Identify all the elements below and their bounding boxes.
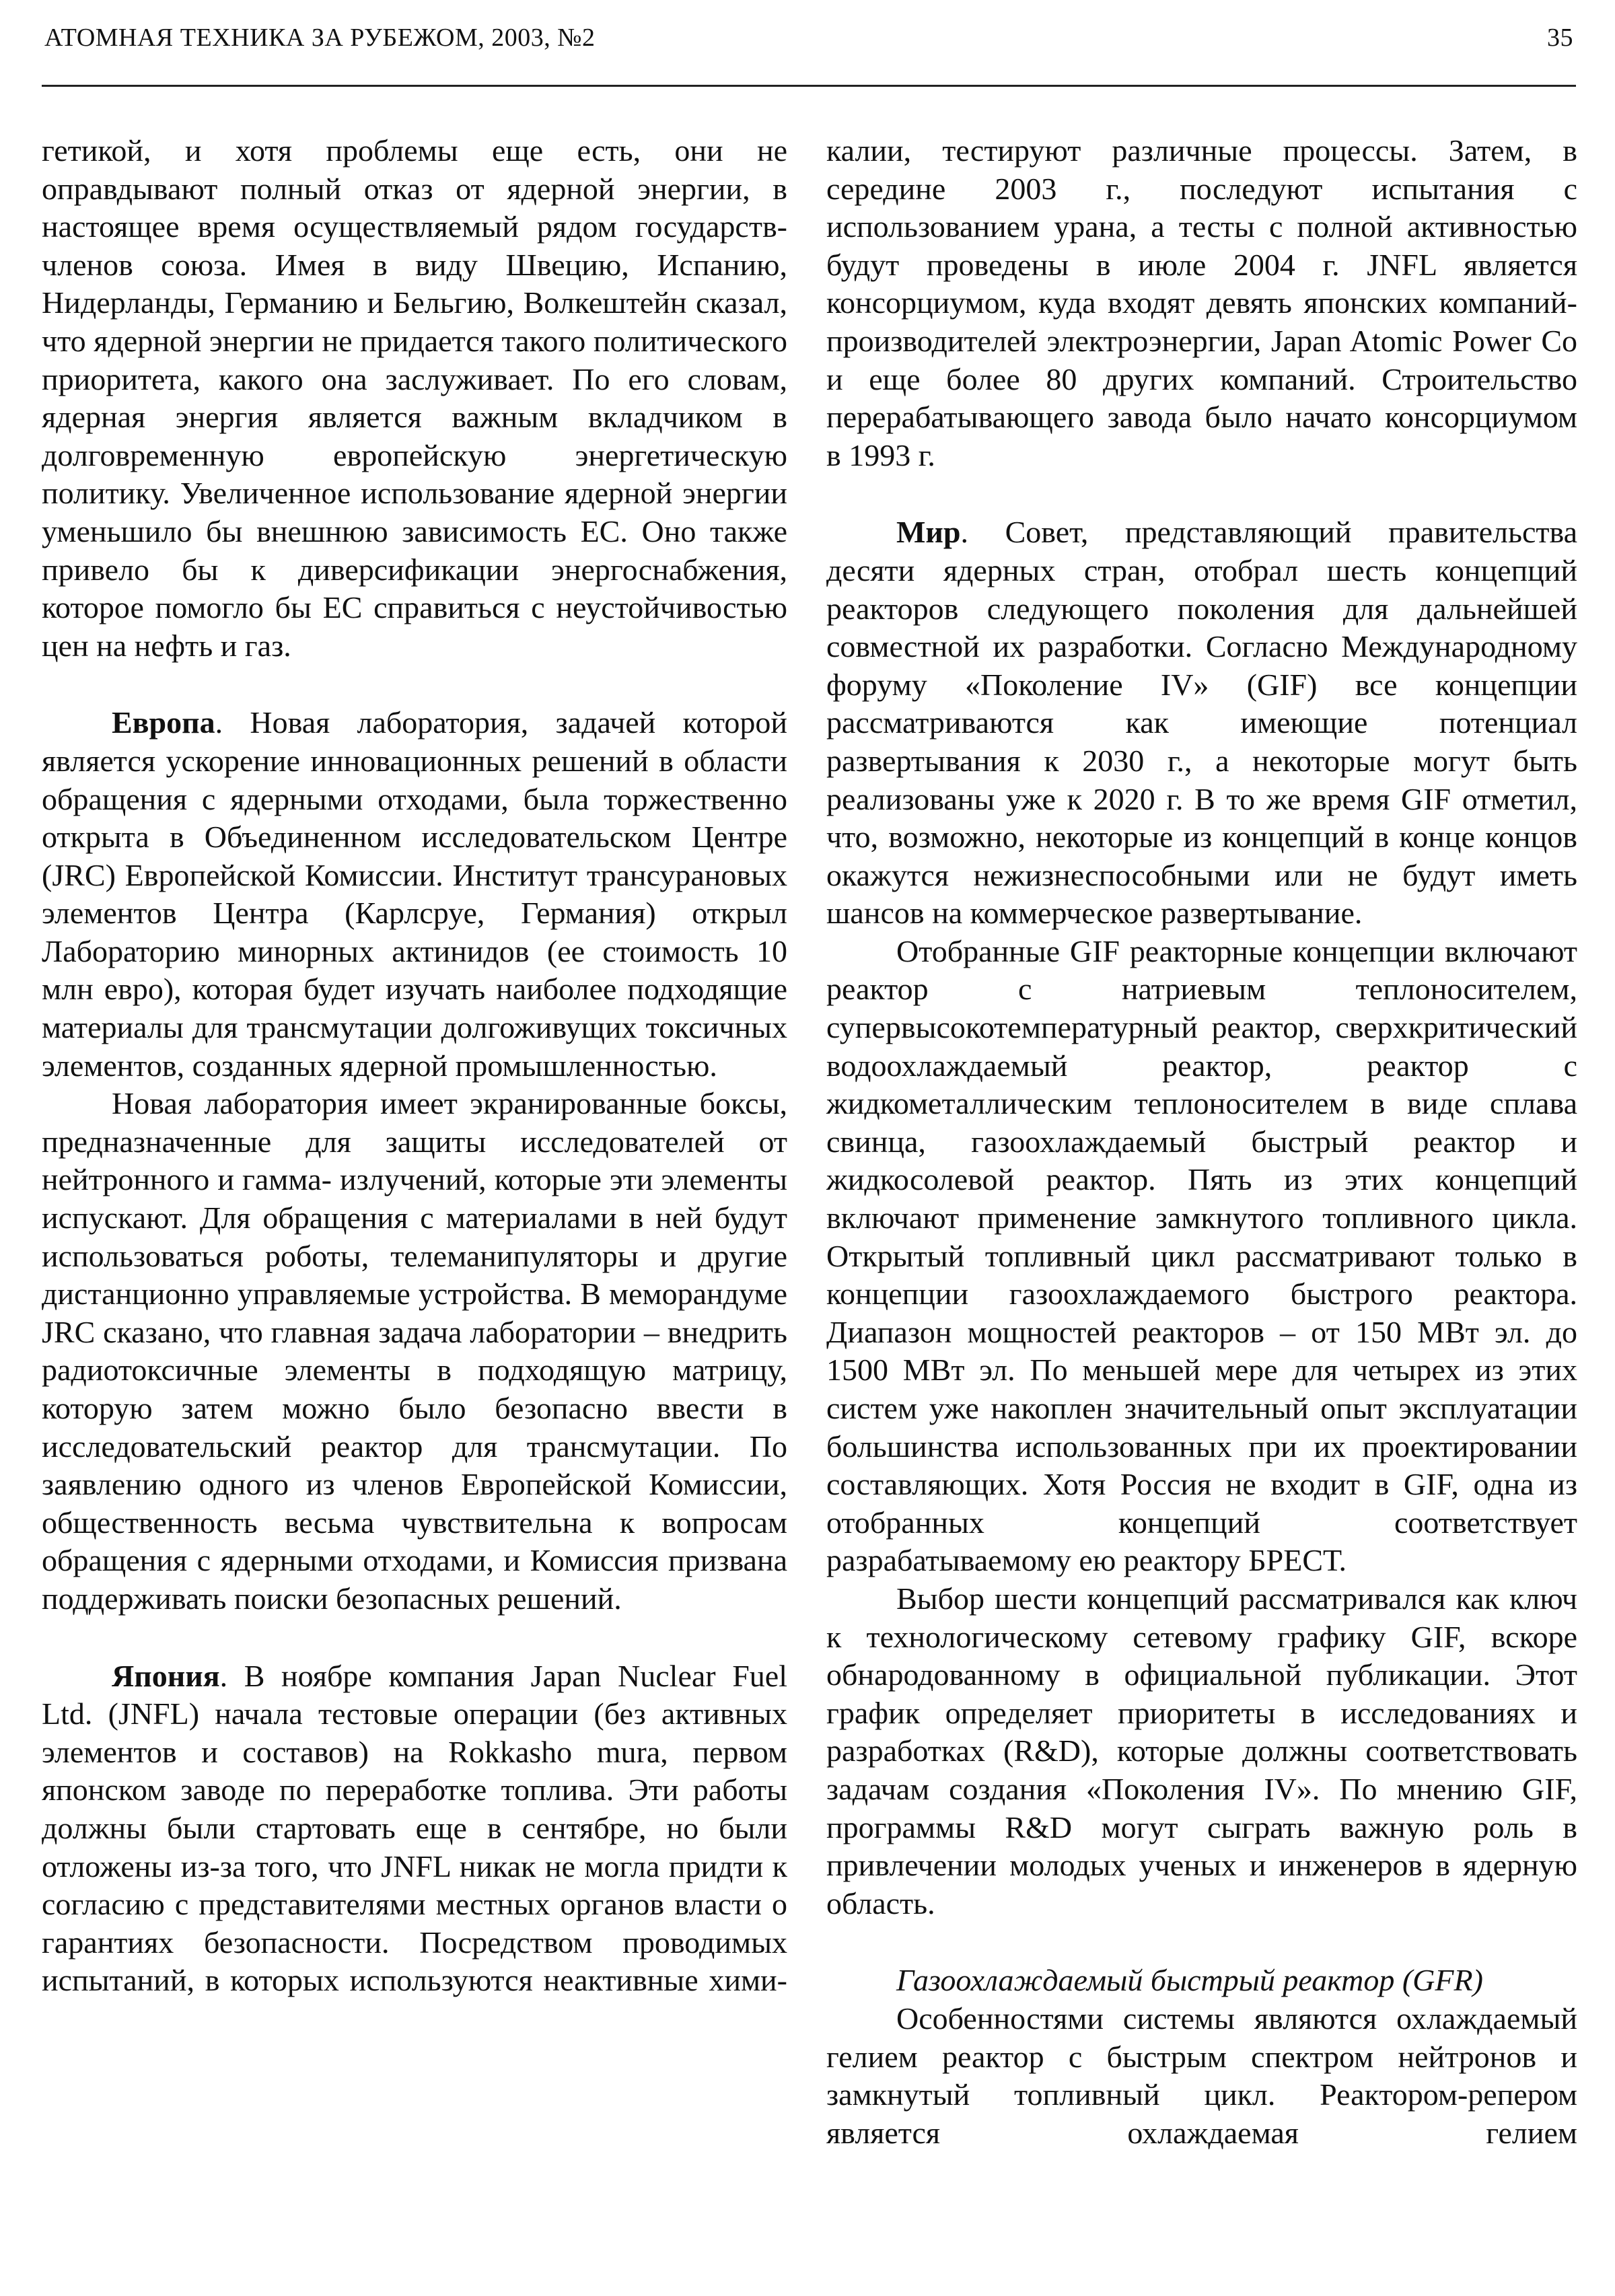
paragraph: гетикой, и хотя проблемы еще есть, они не оправдывают полный отказ от ядерной энергии, в настоящее время осуществляемый рядом государств-членов союза. Имея в виду Швецию, Испанию, Нидерланды, Германию и Бельгию, Волкештейн сказал, что ядерной энергии не придается такого политического приоритета, какого она заслуживает. По его словам, ядерная энергия является важным вкладчиком в долговременную европейскую энергетическую политику. Увеличенное использование ядерной энергии уменьшило бы внешнюю зависимость ЕС. Оно также привело бы к диверсификации энергоснабжения, которое помогло бы ЕС справиться с неустойчивостью цен на нефть и газ. xyxy=(42,133,787,663)
section-japan xyxy=(42,1657,787,2000)
section-europe xyxy=(42,704,787,1085)
paragraph-text: . Совет, представляющий правительства десяти ядерных стран, отобрал шесть концепций реакторов следующего поколения для дальнейшей совместной их разработки. Согласно Международному форуму «Поколение IV» (GIF) все концепции рассматриваются как имеющие потенциал развертывания к 2030 г., а некоторые могут быть реализованы уже к 2020 г. В то же время GIF отметил, что, возможно, некоторые из концепций в конце концов окажутся нежизнеспособными или не будут иметь шансов на коммерческое развертывание. xyxy=(826,515,1577,931)
left-column xyxy=(42,132,787,2000)
paragraph-text: . В ноябре компания Japan Nuclear Fuel Ltd. (JNFL) начала тестовые операции (без активных элементов и составов) на Rokkasho mura, первом японском заводе по переработке топлива. Эти работы должны были стартовать еще в сентябре, но были отложены из-за того, что JNFL никак не могла придти к согласию с представителями местных органов власти о гарантиях безопасности. Посредством проводимых испытаний, в которых используются неактивные хими- xyxy=(42,1658,787,1998)
section-lead: Япония xyxy=(112,1658,220,1693)
paragraph: Новая лаборатория имеет экранированные боксы, предназначенные для защиты исследователей от нейтронного и гамма- излучений, которые эти элементы испускают. Для обращения с материалами в ней будут использоваться роботы, телеманипуляторы и другие дистанционно управляемые устройства. В меморандуме JRC сказано, что главная задача лаборатории – внедрить радиотоксичные элементы в подходящую матрицу, которую затем можно было безопасно ввести в исследовательский реактор для трансмутации. По заявлению одного из членов Европейской Комиссии, общественность весьма чувствительна к вопросам обращения с ядерными отходами, и Комиссия призвана поддерживать поиски безопасных решений. xyxy=(42,1086,787,1616)
paragraph: Особенностями системы являются охлаждаемый гелием реактор с быстрым спектром нейтронов и замкнутый топливный цикл. Реактором-репером является охлаждаемая гелием xyxy=(826,2001,1577,2150)
section-lead: Мир xyxy=(896,515,961,550)
journal-header: АТОМНАЯ ТЕХНИКА ЗА РУБЕЖОМ, 2003, №2 xyxy=(44,24,596,52)
page-number: 35 xyxy=(1547,24,1573,52)
paragraph-text: . Новая лаборатория, задачей которой является ускорение инновационных решений в области обращения с ядерными отходами, была торжественно открыта в Объединенном исследовательском Центре (JRC) Европейской Комиссии. Институт трансурановых элементов Центра (Карлсруе, Германия) открыл Лабораторию минорных актинидов (ее стоимость 10 млн евро), которая будет изучать наиболее подходящие материалы для трансмутации долгоживущих токсичных элементов, созданных ядерной промышленностью. xyxy=(42,705,787,1083)
right-column xyxy=(826,132,1577,2152)
section-world xyxy=(826,513,1577,933)
paragraph: калии, тестируют различные процессы. Затем, в середине 2003 г., последуют испытания с использованием урана, а тесты с полной активностью будут проведены в июле 2004 г. JNFL является консорциумом, куда входят девять японских компаний-производителей электроэнергии, Japan Atomic Power Co и еще более 80 других компаний. Строительство перерабатывающего завода было начато консорциумом в 1993 г. xyxy=(826,133,1577,472)
header-rule xyxy=(42,85,1576,87)
paragraph: Выбор шести концепций рассматривался как ключ к технологическому сетевому графику GIF, вскоре обнародованному в официальной публикации. Этот график определяет приоритеты в исследованиях и разработках (R&D), которые должны соответствовать задачам создания «Поколения IV». По мнению GIF, программы R&D могут сыграть важную роль в привлечении молодых ученых и инженеров в ядерную область. xyxy=(826,1581,1577,1921)
paragraph: Отобранные GIF реакторные концепции включают реактор с натриевым теплоносителем, супервысокотемпературный реактор, сверхкритический водоохлаждаемый реактор, реактор с жидкометаллическим теплоносителем в виде сплава свинца, газоохлаждаемый быстрый реактор и жидкосолевой реактор. Пять из этих концепций включают применение замкнутого топливного цикла. Открытый топливный цикл рассматривают только в концепции газоохлаждаемого быстрого реактора. Диапазон мощностей реакторов – от 150 МВт эл. до 1500 МВт эл. По меньшей мере для четырех из этих систем уже накоплен значительный опыт эксплуатации большинства использованных при их проектировании составляющих. Хотя Россия не входит в GIF, одна из отобранных концепций соответствует разрабатываемому ею реактору БРЕСТ. xyxy=(826,933,1577,1578)
section-lead: Европа xyxy=(112,705,215,740)
subsection-heading: Газоохлаждаемый быстрый реактор (GFR) xyxy=(896,1963,1483,1998)
